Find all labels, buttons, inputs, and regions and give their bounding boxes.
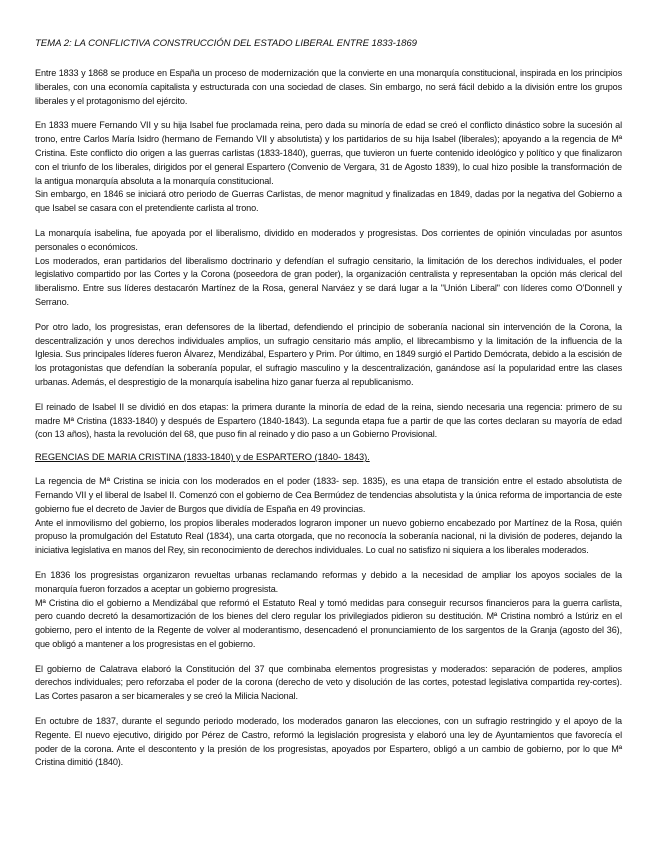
paragraph-reign-stages: El reinado de Isabel II se dividió en dos etapas: la primera durante la minoría de edad de la reina, siendo necesaria una regencia: primero de su madre Mª Cristina (1833-1840) y después de Espartero (1840-1843). La segunda etapa fue a partir de que las cortes declaran su mayoría de edad (con 13 años), hasta la revolución del 68, que puso fin al reinado y dio paso a un Gobierno Provisional. (35, 401, 622, 440)
paragraph-intro: Entre 1833 y 1868 se produce en España un proceso de modernización que la convierte en una monarquía constitucional, inspirada en los principios liberales, con una economía capitalista y estructurada con una sociedad de clases. Sin embargo, no será fácil debido a la división entre los grupos liberales y el protagonismo del ejército. (35, 68, 622, 106)
paragraph-mendizabal: Mª Cristina dio el gobierno a Mendizábal que reformó el Estatuto Real y tomó medidas para conseguir recursos financieros para la guerra carlista, pero cuando decretó la desamortización de los bienes del clero regular los privilegiados pidieron su destitución. Mª Cristina nombró a Istúriz en el gobierno, pero el intento de la Regente de volver al moderantismo, desencadenó el pronunciamiento de los sargentos de la Granja (agosto del 36), que obligó a mantener a los progresistas en el gobierno. (35, 597, 622, 649)
paragraph-second-carlist-war: Sin embargo, en 1846 se iniciará otro periodo de Guerras Carlistas, de menor magnitud y finalizadas en 1849, dadas por la negativa del Gobierno a que Isabel se casara con el pretendiente carlista al trono. (35, 189, 622, 214)
paragraph-constitucion-37: El gobierno de Calatrava elaboró la Constitución del 37 que combinaba elementos progresistas y moderados: separación de poderes, amplios derechos individuales; pero reforzaba el poder de la corona (derecho de veto y disolución de las cortes, potestad legislativa compartida rey-cortes). Las Cortes pasaron a ser bicamerales y se creó la Milicia Nacional. (35, 663, 622, 702)
paragraph-carlist-wars: En 1833 muere Fernando VII y su hija Isabel fue proclamada reina, pero dada su minoría de edad se creó el conflicto dinástico sobre la sucesión al trono, entre Carlos María Isidro (hermano de Fernando VII y absolutista) y los partidarios de su hija Isabel (liberales); apoyando a la regencia de Mª Cristina. Este conflicto dio origen a las guerras carlistas (1833-1840), guerras, que tuvieron un fuerte contenido ideológico y político y que finalizaron con el triunfo de los liberales, dirigidos por el general Espartero (Convenio de Vergara, 31 de Agosto 1839), lo cual hizo posible la transformación de la antigua monarquía absoluta a la monarquía constitucional. (35, 120, 622, 186)
document-title: TEMA 2: LA CONFLICTIVA CONSTRUCCIÓN DEL ESTADO LIBERAL ENTRE 1833-1869 (35, 38, 417, 49)
paragraph-regencia-cristina: La regencia de Mª Cristina se inicia con los moderados en el poder (1833- sep. 1835), es una etapa de transición entre el estado absolutista de Fernando VII y el liberal de Isabel II. Comenzó con el gobierno de Cea Bermúdez de tendencias absolutista y la única reforma de importancia de este gobierno fue el decreto de Javier de Burgos que dividía de España en 49 provincias. (35, 476, 622, 514)
paragraph-isabelline-monarchy: La monarquía isabelina, fue apoyada por el liberalismo, dividido en moderados y progresistas. Dos corrientes de opinión vinculadas por asuntos personales o económicos. (35, 227, 622, 252)
paragraph-periodo-moderado: En octubre de 1837, durante el segundo periodo moderado, los moderados ganaron las elecciones, con un sufragio restringido y el apoyo de la Regente. El nuevo ejecutivo, dirigido por Pérez de Castro, reformó la legislación progresista y elaboró una ley de Ayuntamientos que favorecía el poder de la corona. Ante el descontento y la presión de los progresistas, apoyados por Espartero, obligó a un cambio de gobierno, por lo que Mª Cristina dimitió (1840). (35, 716, 622, 768)
paragraph-progresistas: Por otro lado, los progresistas, eran defensores de la libertad, defendiendo el principio de soberanía nacional sin intervención de la Corona, la descentralización y unos derechos individuales amplios, un sufragio censitario más amplio, el librecambismo y la limitación de la influencia de la Iglesia. Sus principales líderes fueron Álvarez, Mendizábal, Espartero y Prim. Por último, en 1849 surgió el Partido Demócrata, debido a la escisión de los protagonistas que defendían la soberanía popular, el sufragio masculino y la descentralización, ganándose así la popularidad entre las clases urbanas. Además, el desprestigio de la monarquía isabelina hizo ganar fuerza al republicanismo. (35, 321, 622, 387)
paragraph-moderados: Los moderados, eran partidarios del liberalismo doctrinario y defendían el sufragio censitario, la limitación de los derechos individuales, el poder legislativo compartido por las Cortes y la Corona (poseedora de gran poder), la organización centralista y representaban la opción más clerical del liberalismo. Entre sus líderes destacarón Martínez de la Rosa, general Narváez y se dará lugar a la "Unión Liberal" con líderes como O'Donnell y Serrano. (35, 255, 622, 307)
section-heading-regencias: REGENCIAS DE MARIA CRISTINA (1833-1840) y de ESPARTERO (1840- 1843). (35, 452, 370, 463)
paragraph-estatuto-real: Ante el inmovilismo del gobierno, los propios liberales moderados lograron imponer un nuevo gobierno encabezado por Martínez de la Rosa, quién propuso la promulgación del Estatuto Real (1834), una carta otorgada, que no reconocía la soberanía nacional, ni la división de poderes, dejando la iniciativa legislativa en manos del Rey, sin reconocimiento de derechos individuales. Lo cual no satisfizo ni siquiera a los liberales moderados. (35, 517, 622, 556)
paragraph-revueltas-1836: En 1836 los progresistas organizaron revueltas urbanas reclamando reformas y debido a la necesidad de ampliar los apoyos sociales de la monarquía fueron forzados a aceptar un gobierno progresista. (35, 569, 622, 594)
